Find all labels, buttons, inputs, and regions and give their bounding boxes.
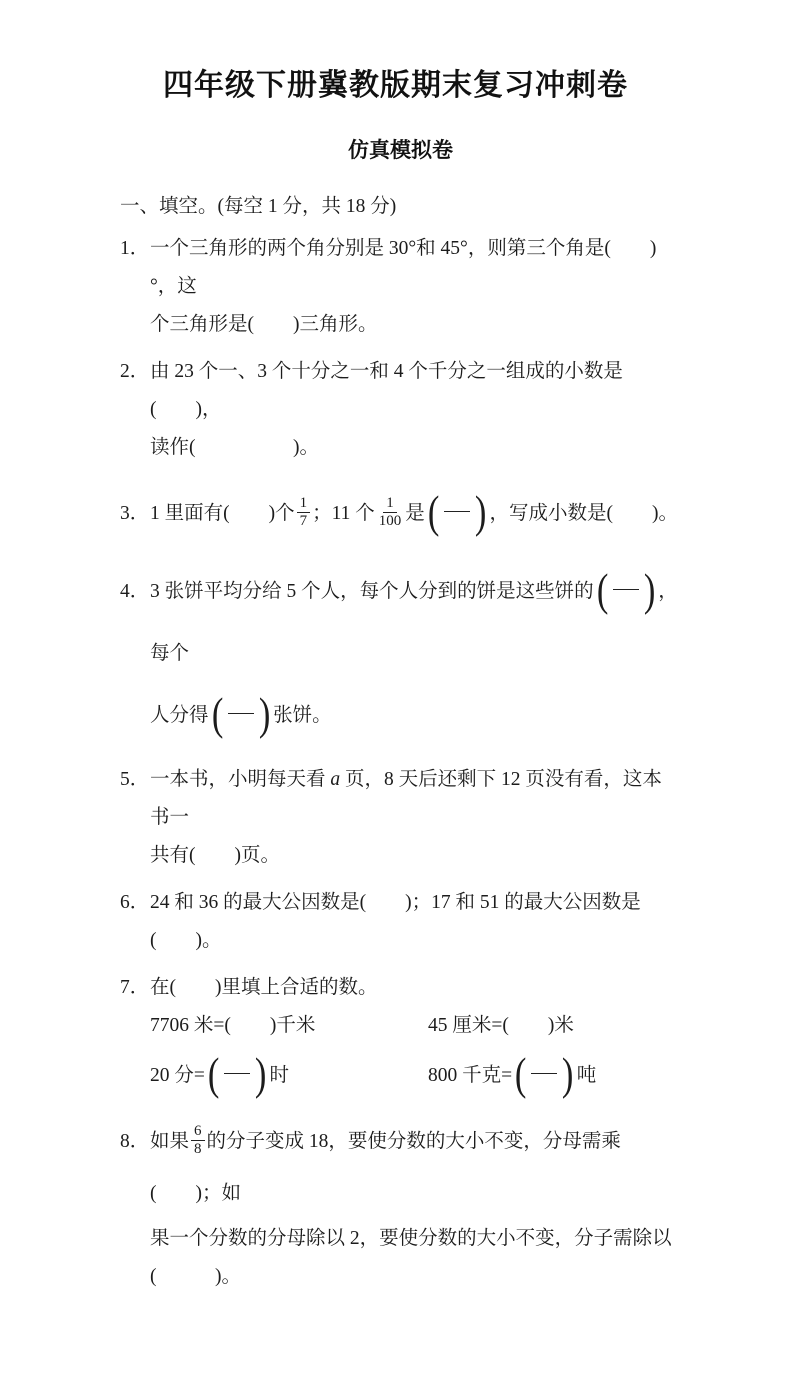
question-text: 页，8 天后还剩下 12 页没有看，这本书一 xyxy=(150,769,662,828)
question-number: 5． xyxy=(120,769,150,790)
question-text: 一本书，小明每天看 xyxy=(150,769,331,790)
question-1 xyxy=(120,230,681,344)
question-text: 800 千克= xyxy=(428,1065,513,1086)
fraction-numerator: 6 xyxy=(191,1123,205,1141)
question-text: ，每个 xyxy=(150,581,678,664)
question-number: 7． xyxy=(120,977,150,998)
fraction-bar xyxy=(613,589,639,590)
question-6 xyxy=(120,884,681,960)
question-text: ( )。 xyxy=(150,1266,241,1287)
fraction-blank xyxy=(206,1049,269,1099)
fraction-denominator: 8 xyxy=(194,1141,202,1158)
right-paren: ) xyxy=(258,687,271,739)
question-text: 1 里面有( )个 xyxy=(150,503,295,524)
fraction-numerator: 1 xyxy=(383,495,397,513)
left-paren: ( xyxy=(211,687,223,739)
fraction-numerator: 1 xyxy=(297,495,311,513)
conversion-cm-to-m: 45 厘米=( )米 xyxy=(428,1015,574,1036)
page-subtitle: 仿真模拟卷 xyxy=(348,139,453,162)
fraction-one-seventh xyxy=(297,495,311,531)
question-text: 如果 xyxy=(150,1131,190,1152)
question-line xyxy=(150,1007,681,1045)
question-text: ；11 个 xyxy=(312,503,375,524)
question-line xyxy=(120,884,681,960)
question-3 xyxy=(120,483,681,545)
question-text: 读作( )。 xyxy=(150,437,319,458)
question-text: 共有( )页。 xyxy=(150,845,280,866)
right-paren: ) xyxy=(562,1047,574,1099)
question-text: 24 和 36 的最大公因数是( )；17 和 51 的最大公因数是( )。 xyxy=(150,892,641,951)
question-4 xyxy=(120,561,681,747)
fraction-one-hundredth xyxy=(377,495,404,531)
question-text: 人分得 xyxy=(150,705,209,726)
question-text: 在( )里填上合适的数。 xyxy=(150,977,378,998)
fraction-blank xyxy=(426,487,489,537)
fraction-blank xyxy=(210,689,273,739)
right-paren: ) xyxy=(475,485,487,537)
question-line xyxy=(150,685,681,747)
question-line xyxy=(120,1116,681,1220)
question-text: 是 xyxy=(405,503,425,524)
question-line xyxy=(150,1045,681,1107)
fraction-bar xyxy=(444,511,470,512)
question-line xyxy=(120,353,681,429)
fraction-bar xyxy=(224,1073,250,1074)
question-line xyxy=(120,969,681,1007)
question-text: 个三角形是( )三角形。 xyxy=(150,314,378,335)
question-text: 3 张饼平均分给 5 个人，每个人分到的饼是这些饼的 xyxy=(150,581,594,602)
question-text: 张饼。 xyxy=(273,705,332,726)
conversion-kg-to-ton xyxy=(428,1045,596,1107)
left-paren: ( xyxy=(207,1047,220,1099)
question-text: 的分子变成 18，要使分数的大小不变，分母需乘( )；如 xyxy=(150,1131,621,1204)
question-line xyxy=(120,483,681,545)
question-line xyxy=(150,1220,681,1258)
question-8 xyxy=(120,1116,681,1296)
question-line xyxy=(150,306,681,344)
fraction-bar xyxy=(531,1073,557,1074)
variable-a: a xyxy=(330,769,341,790)
question-line xyxy=(120,230,681,306)
left-paren: ( xyxy=(427,485,440,537)
fraction-blank xyxy=(513,1049,576,1099)
question-2 xyxy=(120,353,681,467)
question-number: 4． xyxy=(120,581,150,602)
question-text: 20 分= xyxy=(150,1065,205,1086)
question-line xyxy=(150,1258,681,1296)
question-number: 2． xyxy=(120,361,150,382)
question-text: 由 23 个一、3 个十分之一和 4 个千分之一组成的小数是( )， xyxy=(150,361,623,420)
question-line xyxy=(120,761,681,837)
question-number: 1． xyxy=(120,238,150,259)
conversion-meters-to-km: 7706 米=( )千米 xyxy=(150,1015,316,1036)
question-number: 8． xyxy=(120,1131,150,1152)
question-text: ，写成小数是( )。 xyxy=(489,503,678,524)
question-number: 3． xyxy=(120,503,150,524)
fraction-denominator: 100 xyxy=(378,513,402,530)
question-line xyxy=(150,429,681,467)
conversion-min-to-hour xyxy=(150,1045,428,1107)
question-text: 时 xyxy=(269,1065,290,1086)
question-text: 果一个分数的分母除以 2，要使分数的大小不变，分子需除以 xyxy=(150,1228,672,1249)
right-paren: ) xyxy=(255,1047,267,1099)
left-paren: ( xyxy=(515,1047,527,1099)
question-5 xyxy=(120,761,681,875)
fraction-denominator: 7 xyxy=(299,513,308,530)
question-text: 吨 xyxy=(576,1065,597,1086)
question-line xyxy=(120,561,681,685)
fraction-blank xyxy=(595,565,658,615)
fraction-bar xyxy=(228,713,254,714)
question-number: 6． xyxy=(120,892,150,913)
right-paren: ) xyxy=(643,563,656,615)
question-text: 一个三角形的两个角分别是 30°和 45°，则第三个角是( )°，这 xyxy=(150,238,657,297)
page-title: 四年级下册冀教版期末复习冲刺卷 xyxy=(163,69,628,102)
question-7 xyxy=(120,969,681,1107)
section-heading: 一、填空。(每空 1 分，共 18 分) xyxy=(120,196,397,217)
fraction-six-eighths xyxy=(191,1123,205,1159)
question-line xyxy=(150,837,681,875)
left-paren: ( xyxy=(596,563,609,615)
